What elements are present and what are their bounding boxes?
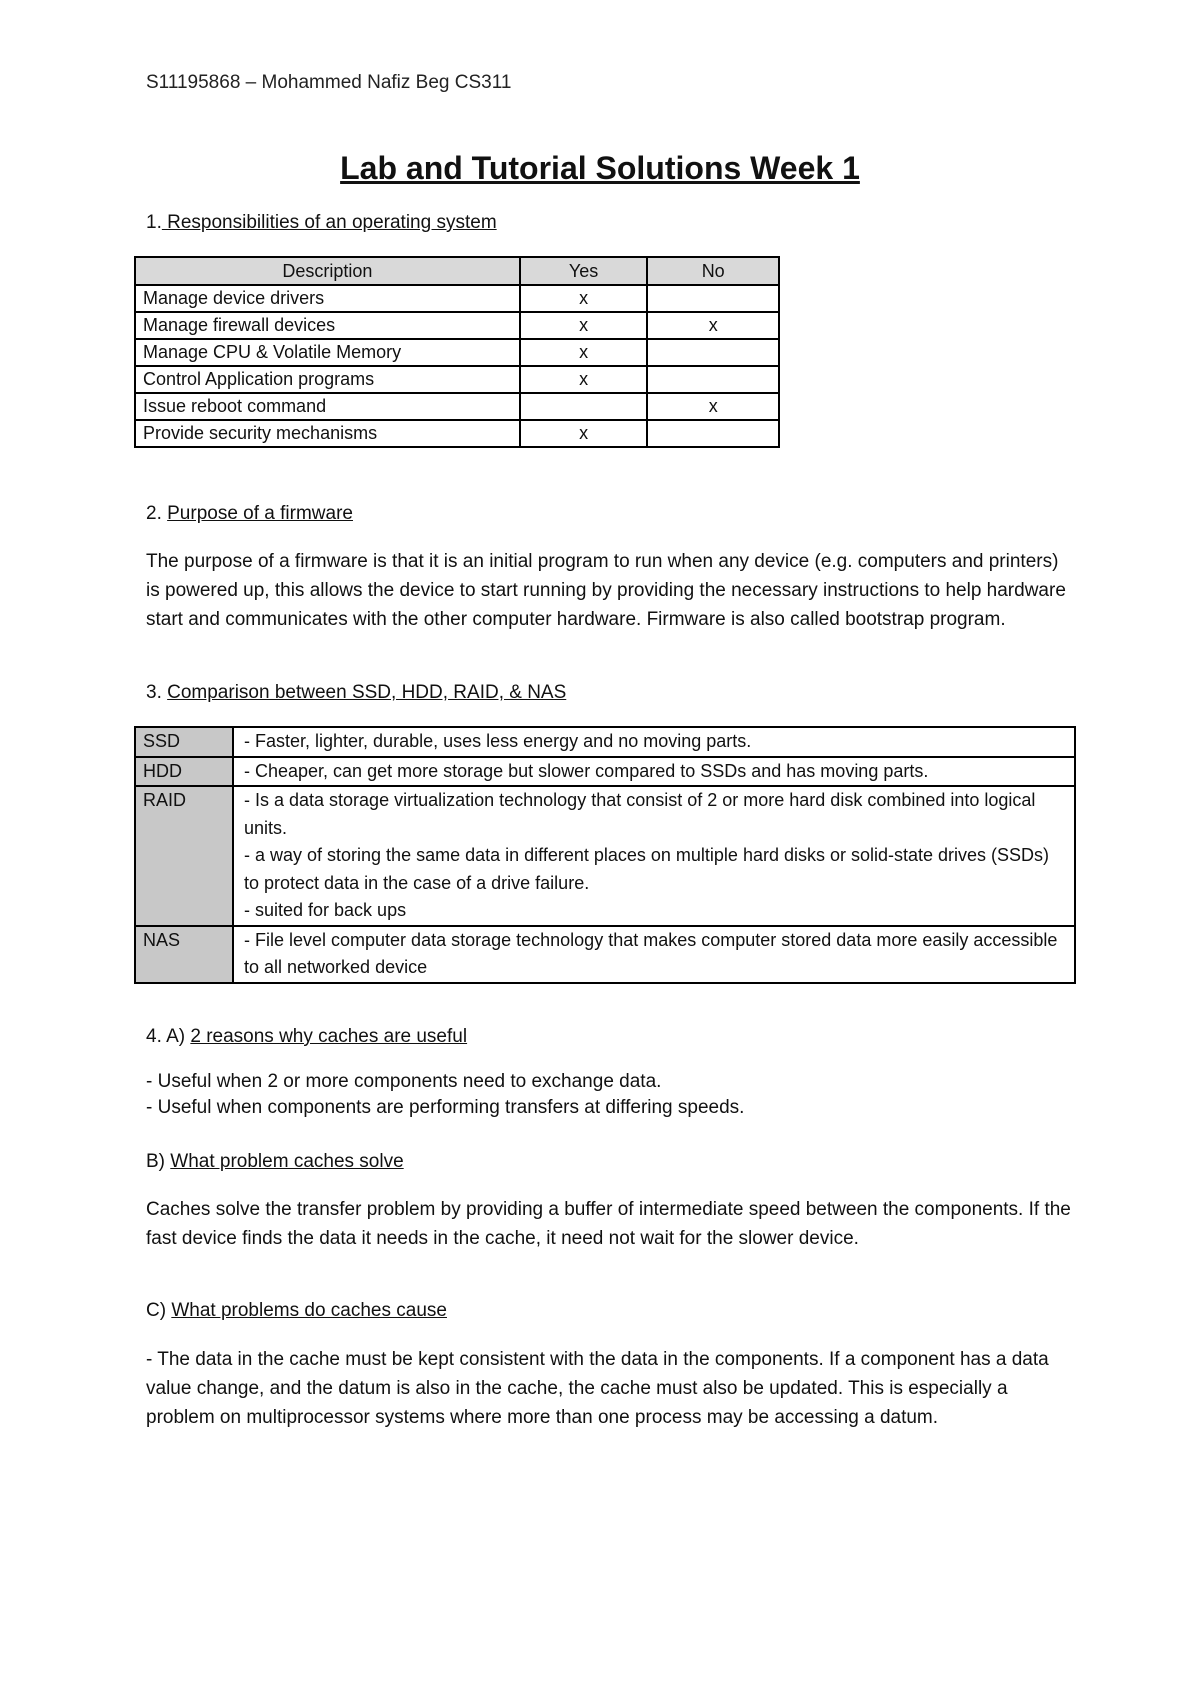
table-header-row xyxy=(135,257,779,285)
q4c-heading xyxy=(146,1300,447,1322)
q1-number: 1. xyxy=(146,212,162,233)
q2-body: The purpose of a firmware is that it is an initial program to run when any device (e.g. computers and printers) is powered up, this allows the device to start running by providing the necessary instructions to help hardware start and communicates with the other computer hardware. Firmware is also called bootstrap program. xyxy=(146,551,1066,630)
table-row xyxy=(135,786,1075,926)
table-row xyxy=(135,366,779,393)
q4a-prefix: 4. A) xyxy=(146,1026,191,1047)
row-description: Issue reboot command xyxy=(135,393,520,420)
q2-number: 2. xyxy=(146,503,168,524)
term-cell: NAS xyxy=(135,926,233,983)
storage-comparison-table xyxy=(134,726,1076,984)
row-yes-mark: x xyxy=(520,420,648,447)
table-row xyxy=(135,926,1075,983)
q4a-heading xyxy=(146,1026,467,1048)
description-cell xyxy=(233,786,1075,926)
page-title: Lab and Tutorial Solutions Week 1 xyxy=(340,150,860,186)
description-line: - Faster, lighter, durable, uses less energy and no moving parts. xyxy=(244,731,752,751)
q4a-line: - Useful when components are performing transfers at differing speeds. xyxy=(146,1097,745,1118)
column-header-description: Description xyxy=(135,257,520,285)
table-row xyxy=(135,393,779,420)
row-yes-mark xyxy=(520,393,648,420)
q3-heading-text: Comparison between SSD, HDD, RAID, & NAS xyxy=(167,682,567,703)
row-yes-mark: x xyxy=(520,339,648,366)
description-line: - Is a data storage virtualization technology that consist of 2 or more hard disk combined into logical units. xyxy=(244,790,1036,838)
description-line: - File level computer data storage technology that makes computer stored data more easily accessible to all networked device xyxy=(244,929,1058,977)
description-line: - suited for back ups xyxy=(244,900,407,920)
row-description: Control Application programs xyxy=(135,366,520,393)
description-line: - Cheaper, can get more storage but slower compared to SSDs and has moving parts. xyxy=(244,760,929,781)
q3-heading xyxy=(146,682,566,704)
row-description: Provide security mechanisms xyxy=(135,420,520,447)
q1-heading-text: Responsibilities of an operating system xyxy=(161,212,497,233)
q4a-line: - Useful when 2 or more components need to exchange data. xyxy=(146,1071,662,1092)
description-cell xyxy=(233,727,1075,757)
row-no-mark xyxy=(647,339,779,366)
row-no-mark xyxy=(647,366,779,393)
table-row xyxy=(135,285,779,312)
q3-number: 3. xyxy=(146,682,168,703)
q2-heading xyxy=(146,503,353,525)
row-description: Manage firewall devices xyxy=(135,312,520,339)
q1-heading xyxy=(146,212,497,234)
q2-heading-text: Purpose of a firmware xyxy=(167,503,353,524)
row-no-mark xyxy=(647,285,779,312)
row-yes-mark: x xyxy=(520,285,648,312)
column-header-no: No xyxy=(647,257,779,285)
q4b-heading xyxy=(146,1151,404,1173)
table-row xyxy=(135,727,1075,757)
page-header: S11195868 – Mohammed Nafiz Beg CS311 xyxy=(146,72,512,93)
term-cell: RAID xyxy=(135,786,233,926)
row-yes-mark: x xyxy=(520,312,648,339)
table-row xyxy=(135,757,1075,787)
table-row xyxy=(135,420,779,447)
column-header-yes: Yes xyxy=(520,257,648,285)
q4c-body: - The data in the cache must be kept consistent with the data in the components. If a component has a data value change, and the datum is also in the cache, the cache must also be updated. This is especially a problem on multiprocessor systems where more than one process may be accessing a datum. xyxy=(146,1349,1049,1428)
row-no-mark: x xyxy=(647,393,779,420)
description-cell xyxy=(233,926,1075,983)
term-cell: SSD xyxy=(135,727,233,757)
q4b-body: Caches solve the transfer problem by providing a buffer of intermediate speed between the components. If the fast device finds the data it needs in the cache, it need not wait for the slower device. xyxy=(146,1199,1071,1249)
description-line: - a way of storing the same data in different places on multiple hard disks or solid-state drives (SSDs) to protect data in the case of a drive failure. xyxy=(244,845,1050,893)
q4c-prefix: C) xyxy=(146,1300,172,1321)
os-responsibilities-table xyxy=(134,256,780,448)
table-row xyxy=(135,339,779,366)
row-no-mark xyxy=(647,420,779,447)
row-no-mark: x xyxy=(647,312,779,339)
q4a-heading-text: 2 reasons why caches are useful xyxy=(190,1026,468,1047)
description-cell xyxy=(233,757,1075,787)
q4c-heading-text: What problems do caches cause xyxy=(171,1300,447,1321)
table-row xyxy=(135,312,779,339)
row-yes-mark: x xyxy=(520,366,648,393)
row-description: Manage CPU & Volatile Memory xyxy=(135,339,520,366)
term-cell: HDD xyxy=(135,757,233,787)
q4b-heading-text: What problem caches solve xyxy=(170,1151,404,1172)
q4b-prefix: B) xyxy=(146,1151,171,1172)
row-description: Manage device drivers xyxy=(135,285,520,312)
